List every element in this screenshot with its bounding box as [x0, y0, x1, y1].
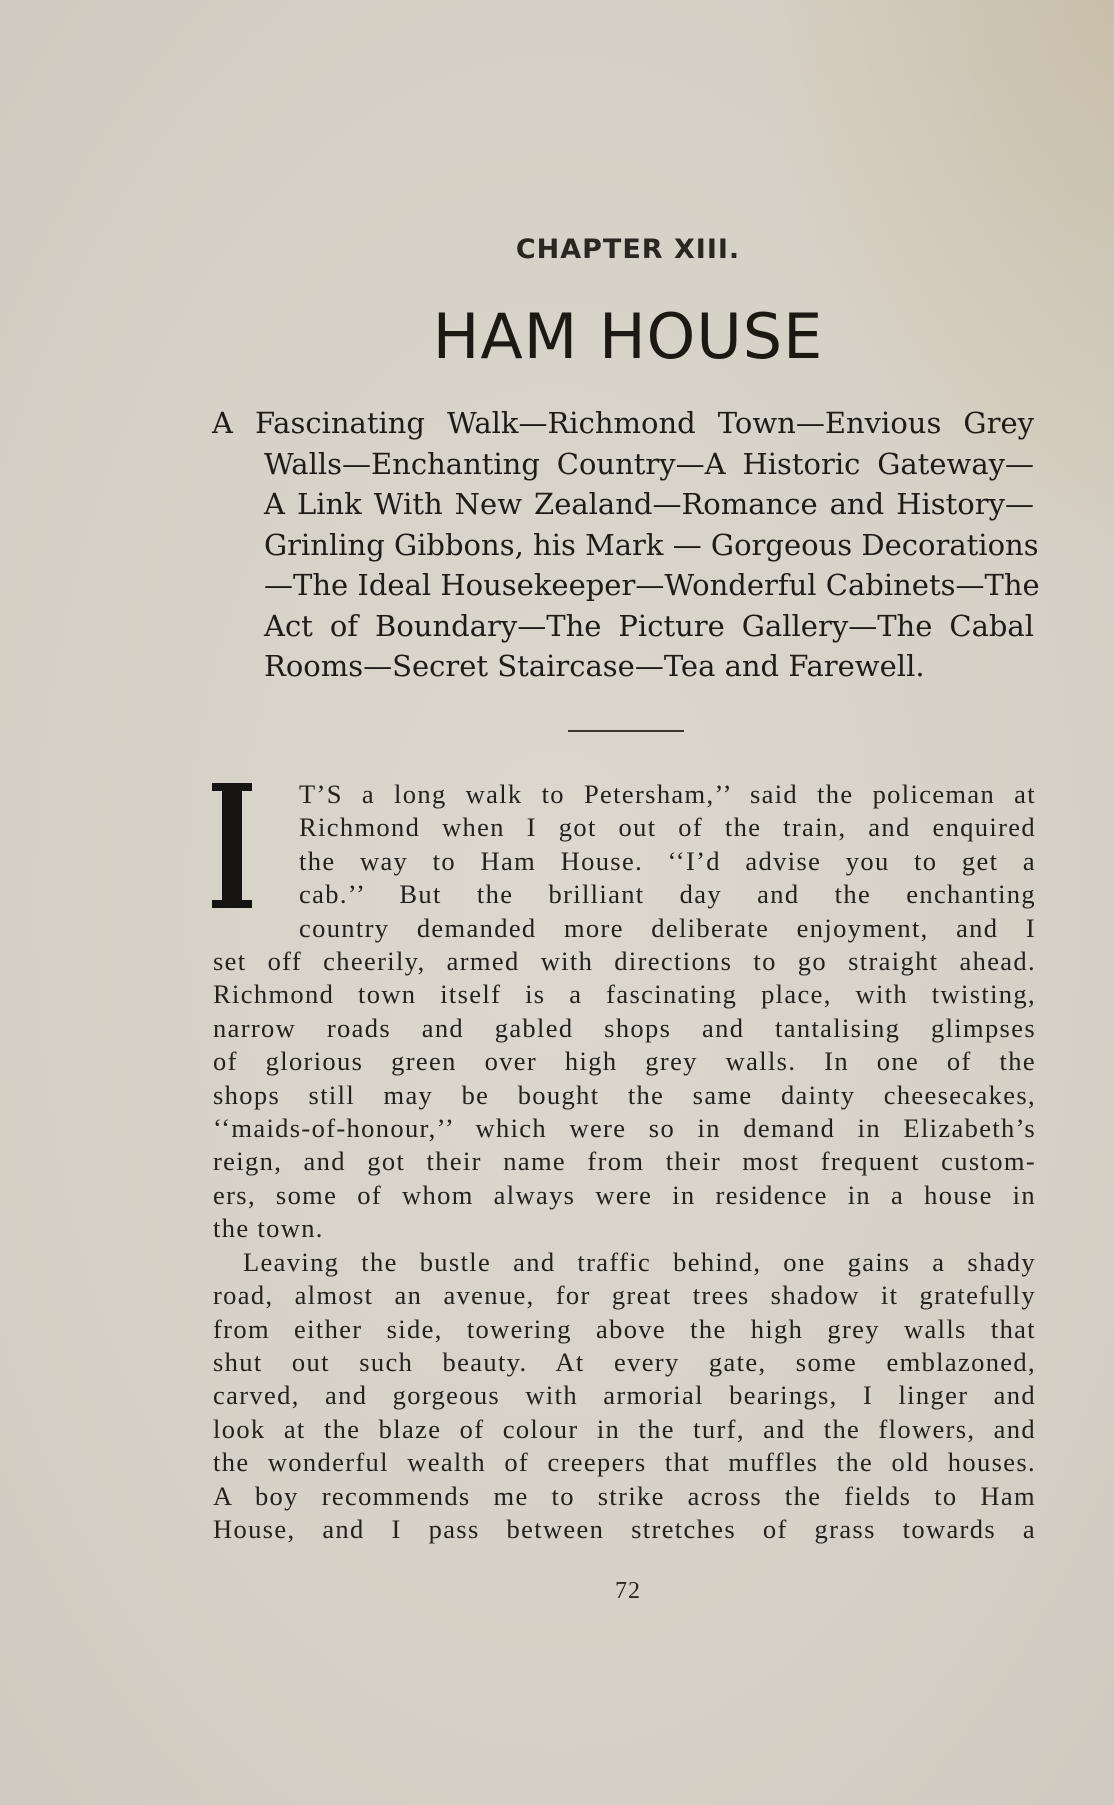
- chapter-synopsis: [212, 403, 1040, 687]
- body-line: set off cheerily, armed with directions to go straight ahead.: [213, 946, 1036, 977]
- body-line: from either side, towering above the high grey walls that: [213, 1313, 1036, 1344]
- body-line: Richmond when I got out of the train, and enquired: [299, 812, 1036, 843]
- body-line: Leaving the bustle and traffic behind, one gains a shady: [243, 1246, 1036, 1277]
- body-line: reign, and got their name from their most frequent custom-: [213, 1146, 1036, 1177]
- body-line: House, and I pass between stretches of grass towards a: [213, 1513, 1036, 1544]
- body-line: T’S a long walk to Petersham,’’ said the policeman at: [299, 779, 1036, 809]
- body-line: shops still may be bought the same dainty cheesecakes,: [213, 1079, 1036, 1110]
- body-line: shut out such beauty. At every gate, some emblazoned,: [213, 1346, 1036, 1377]
- chapter-label: CHAPTER XIII.: [515, 234, 741, 265]
- body-line: narrow roads and gabled shops and tantalising glimpses: [213, 1012, 1036, 1043]
- synopsis-line: Rooms—Secret Staircase—Tea and Farewell.: [264, 649, 925, 683]
- synopsis-line: A Fascinating Walk—Richmond Town—Envious Grey: [212, 406, 1034, 440]
- synopsis-line: Grinling Gibbons, his Mark — Gorgeous Decorations: [264, 527, 1039, 562]
- page-number: 72: [615, 1578, 641, 1604]
- synopsis-line: A Link With New Zealand—Romance and History—: [264, 487, 1034, 521]
- body-line: road, almost an avenue, for great trees shadow it gratefully: [213, 1280, 1036, 1311]
- body-line: of glorious green over high grey walls. In one of the: [213, 1046, 1036, 1077]
- body-line: cab.’’ But the brilliant day and the enchanting: [299, 879, 1036, 910]
- chapter-title: HAM HOUSE: [432, 300, 824, 373]
- body-line: the way to Ham House. ‘‘I’d advise you to get a: [299, 845, 1036, 876]
- body-line: Richmond town itself is a fascinating place, with twisting,: [213, 979, 1036, 1010]
- body-line: look at the blaze of colour in the turf, and the flowers, and: [213, 1413, 1036, 1444]
- body-line: the wonderful wealth of creepers that muffles the old houses.: [213, 1447, 1036, 1478]
- body-line: A boy recommends me to strike across the fields to Ham: [213, 1480, 1036, 1511]
- synopsis-line: Act of Boundary—The Picture Gallery—The Cabal: [264, 608, 1034, 643]
- body-line: ers, some of whom always were in residence in a house in: [213, 1179, 1036, 1210]
- body-line: the town.: [213, 1213, 324, 1244]
- body-line: country demanded more deliberate enjoyment, and I: [299, 912, 1036, 943]
- body-text: [213, 778, 1036, 1546]
- synopsis-line: Walls—Enchanting Country—A Historic Gateway—: [264, 446, 1034, 481]
- body-line: carved, and gorgeous with armorial bearings, I linger and: [213, 1380, 1036, 1411]
- section-divider: [568, 730, 684, 732]
- body-line: ‘‘maids-of-honour,’’ which were so in demand in Elizabeth’s: [213, 1113, 1036, 1144]
- synopsis-line: —The Ideal Housekeeper—Wonderful Cabinets—The: [264, 568, 1040, 602]
